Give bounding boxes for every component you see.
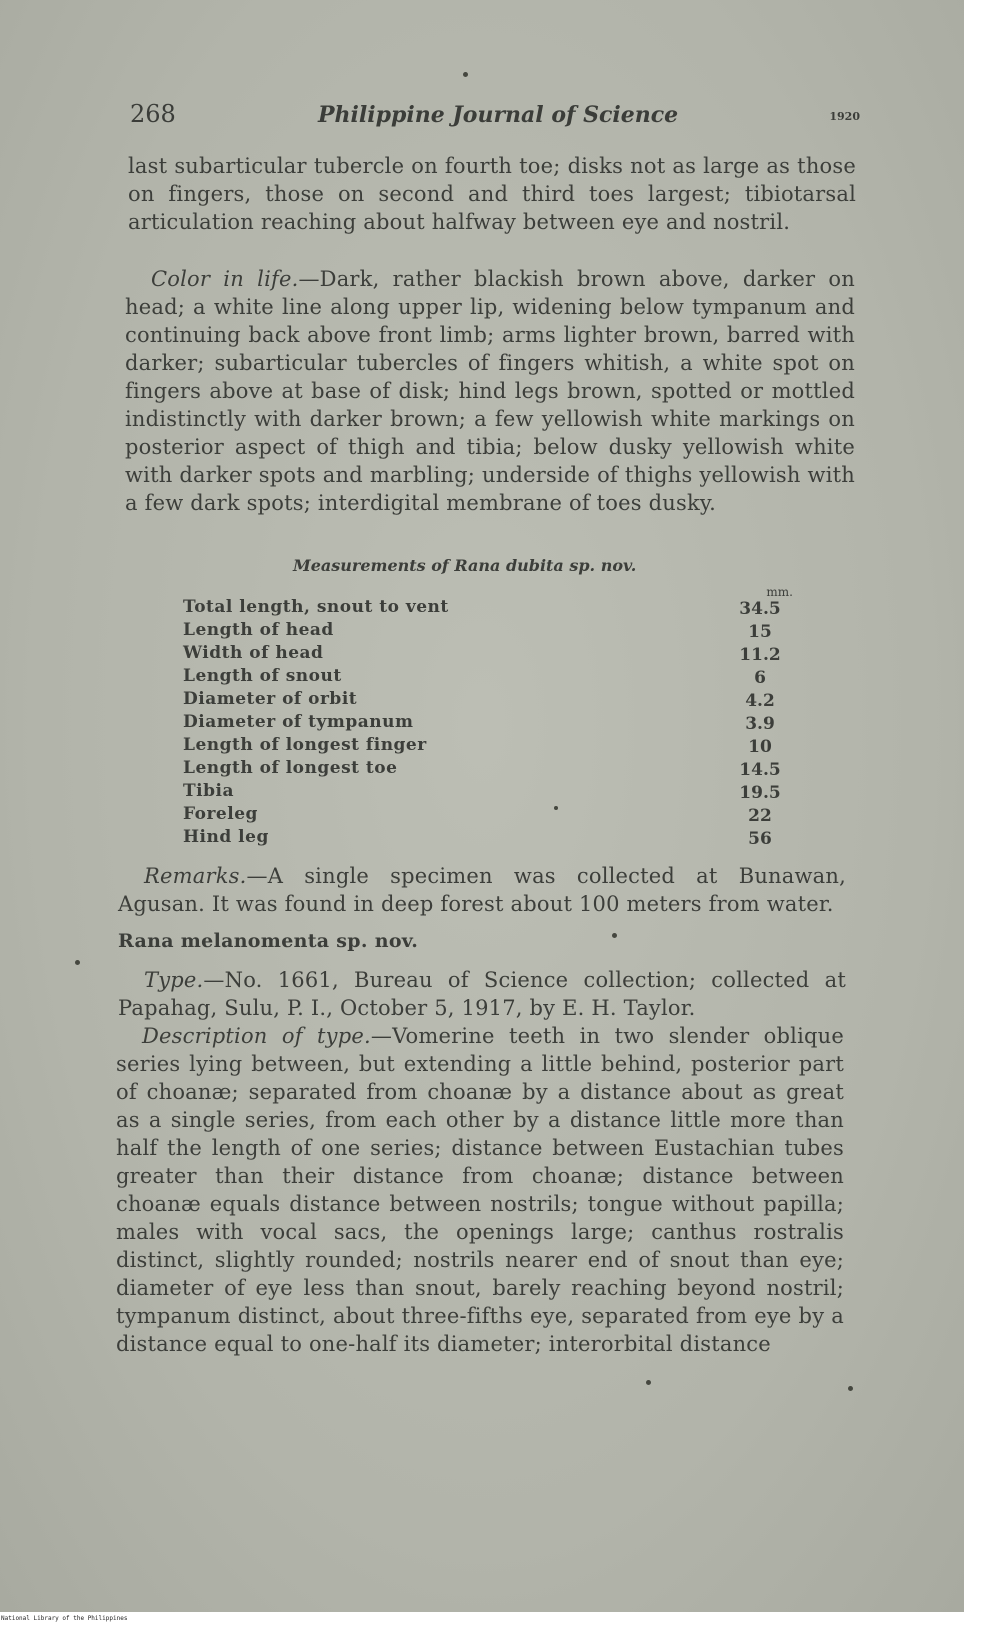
- table-row: [183, 804, 793, 827]
- table-row: [183, 781, 793, 804]
- paragraph-color-in-life: [125, 265, 855, 517]
- paragraph-text: —Dark, rather blackish brown above, darker on head; a white line along upper lip, widening below tympanum and continuing back above front limb; arms lighter brown, barred with darker; subarticular tubercles of fingers whitish, a white spot on fingers above at base of disk; hind legs brown, spotted or mottled indistinctly with darker brown; a few yellowish white markings on posterior aspect of thigh and tibia; below dusky yellowish white with darker spots and marbling; underside of thighs yellowish with a few dark spots; interdigital membrane of toes dusky.: [125, 267, 856, 515]
- row-label: Width of head: [183, 643, 324, 663]
- ink-speck: [554, 806, 558, 810]
- paragraph-remarks: [118, 862, 846, 918]
- paragraph-text: last subarticular tubercle on fourth toe; disks not as large as those on fingers, those on second and third toes largest; tibiotarsal articulation reaching about halfway between eye and nostril.: [128, 154, 856, 234]
- row-label: Diameter of tympanum: [183, 712, 414, 732]
- measurements-unit: mm.: [766, 585, 793, 599]
- table-row: [183, 735, 793, 758]
- journal-title: Philippine Journal of Science: [318, 102, 679, 128]
- measurements-caption: Measurements of Rana dubita sp. nov.: [293, 556, 637, 575]
- row-value: 15: [748, 622, 772, 642]
- page-header: [130, 100, 860, 134]
- table-row: [183, 827, 793, 850]
- table-row: [183, 712, 793, 735]
- paragraph-type: [118, 966, 846, 1022]
- paragraph-text: —Vomerine teeth in two slender oblique series lying between, but extending a little behind, posterior part of choanæ; separated from choanæ by a distance about as great as a single series, from each other by a distance little more than half the length of one series; distance between Eustachian tubes greater than their distance from choanæ; distance between choanæ equals distance between nostrils; tongue without papilla; males with vocal sacs, the openings large; canthus rostralis distinct, slightly rounded; nostrils nearer end of snout than eye; diameter of eye less than snout, barely reaching beyond nostril; tympanum distinct, about three-fifths eye, separated from eye by a distance equal to one-half its diameter; interorbital distance: [116, 1024, 844, 1356]
- table-row: [183, 643, 793, 666]
- row-label: Diameter of orbit: [183, 689, 358, 709]
- ink-speck: [463, 72, 468, 77]
- paragraph-lead: Type.: [144, 968, 204, 992]
- table-row: [183, 689, 793, 712]
- footer-credit: National Library of the Philippines: [1, 1615, 128, 1622]
- row-label: Length of head: [183, 620, 334, 640]
- row-value: 6: [754, 668, 766, 688]
- paragraph-lead: Remarks.: [144, 864, 247, 888]
- row-value: 3.9: [745, 714, 775, 734]
- row-value: 19.5: [739, 783, 781, 803]
- row-value: 4.2: [745, 691, 775, 711]
- species-heading: Rana melanomenta sp. nov.: [118, 930, 419, 952]
- paragraph-lead: Description of type.: [142, 1024, 371, 1048]
- row-value: 11.2: [739, 645, 781, 665]
- paragraph-lead: Color in life.: [151, 267, 299, 291]
- paragraph-tubercle: [128, 152, 856, 236]
- ink-speck: [646, 1380, 651, 1385]
- row-value: 56: [748, 829, 772, 849]
- row-label: Tibia: [183, 781, 234, 801]
- ink-speck: [75, 960, 80, 965]
- paragraph-text: —No. 1661, Bureau of Science collection; collected at Papahag, Sulu, P. I., October 5, 1917, by E. H. Taylor.: [118, 968, 846, 1020]
- ink-speck: [612, 933, 617, 938]
- row-label: Length of longest finger: [183, 735, 427, 755]
- row-label: Length of longest toe: [183, 758, 398, 778]
- table-row: [183, 597, 793, 620]
- row-label: Foreleg: [183, 804, 258, 824]
- row-value: 14.5: [739, 760, 781, 780]
- row-label: Total length, snout to vent: [183, 597, 449, 617]
- row-value: 34.5: [739, 599, 781, 619]
- row-value: 22: [748, 806, 772, 826]
- paragraph-text: —A single specimen was collected at Bunawan, Agusan. It was found in deep forest about 100 meters from water.: [118, 864, 846, 916]
- row-label: Hind leg: [183, 827, 269, 847]
- table-row: [183, 758, 793, 781]
- ink-speck: [848, 1386, 853, 1391]
- publication-year: 1920: [829, 110, 860, 123]
- table-row: [183, 666, 793, 689]
- paragraph-description: [116, 1022, 844, 1358]
- row-value: 10: [748, 737, 772, 757]
- page-number: 268: [130, 100, 176, 128]
- table-row: [183, 620, 793, 643]
- row-label: Length of snout: [183, 666, 342, 686]
